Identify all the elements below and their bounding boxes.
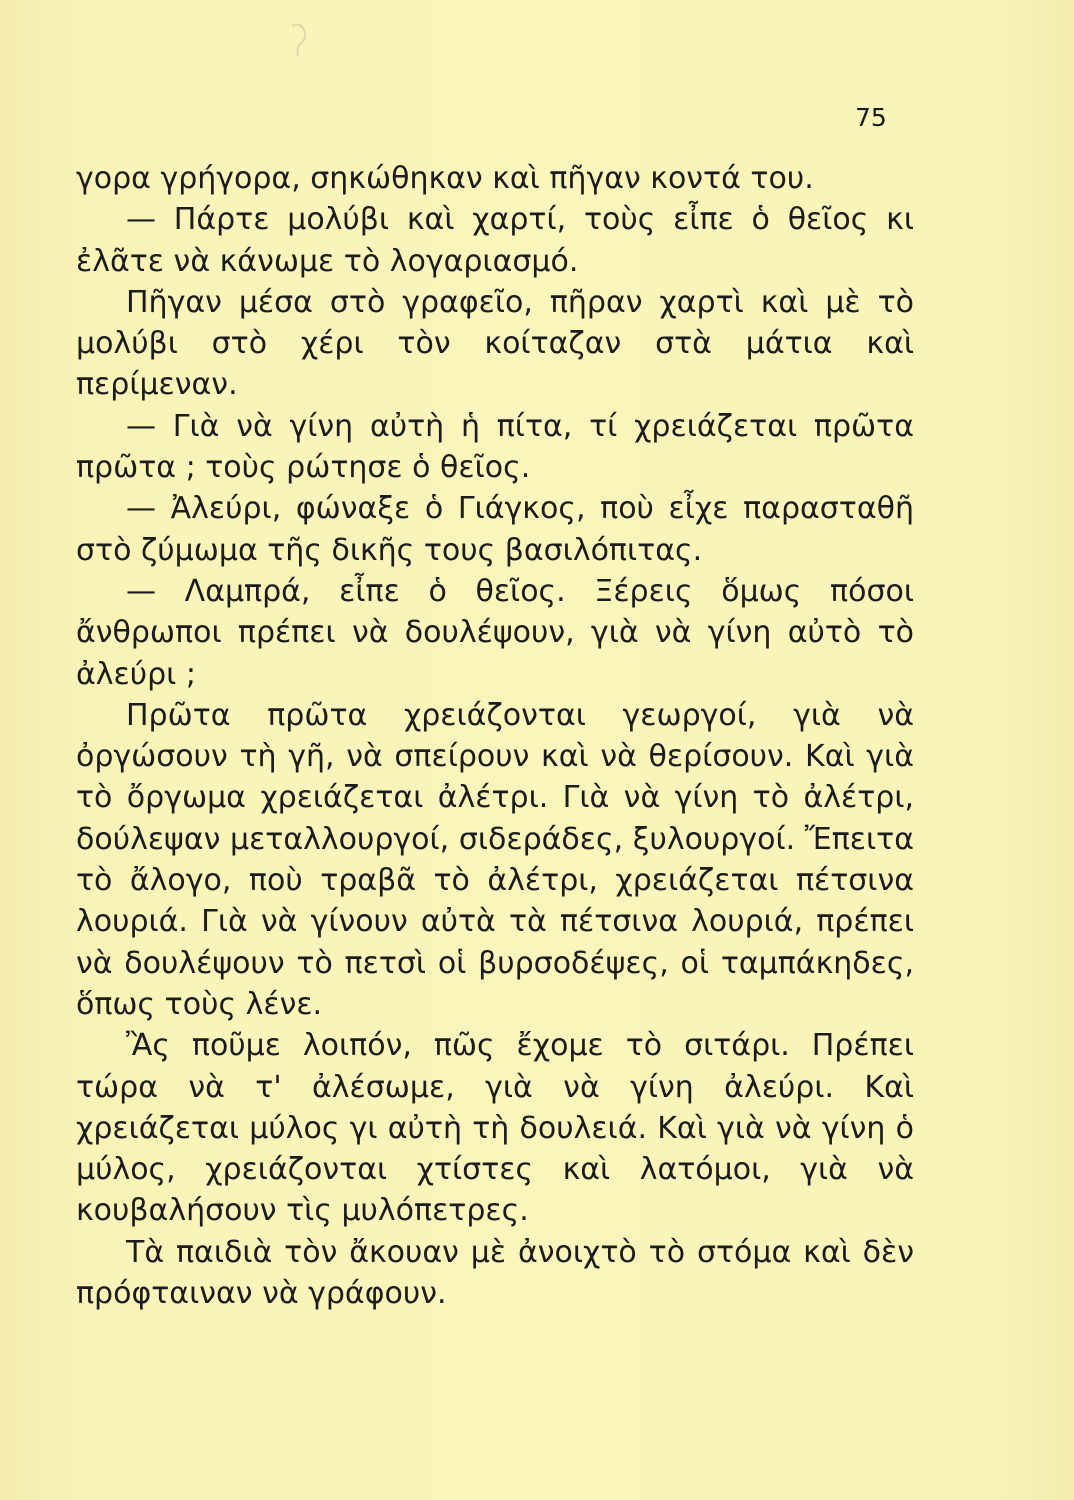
- paragraph-dialogue: — Γιὰ νὰ γίνη αὐτὴ ἡ πίτα, τί χρειάζεται πρῶτα πρῶτα ; τοὺς ρώτησε ὁ θεῖος.: [76, 408, 914, 486]
- paragraph: Ἂς ποῦμε λοιπόν, πῶς ἔχομε τὸ σιτάρι. Πρέπει τώρα νὰ τ' ἀλέσωμε, γιὰ νὰ γίνη ἀλεύρι. Καὶ χρειάζεται μύλος γι αὐτὴ τὴ δουλειά. Καὶ γιὰ νὰ γίνη ὁ μύλος, χρειάζονται χτίστες καὶ λατόμοι, γιὰ νὰ κουβαλήσουν τὶς μυλόπετρες.: [76, 1028, 914, 1229]
- body-text: [76, 158, 914, 1314]
- paragraph-dialogue: — Πάρτε μολύβι καὶ χαρτί, τοὺς εἶπε ὁ θεῖος κι ἐλᾶτε νὰ κάνωμε τὸ λογαριασμό.: [76, 202, 914, 279]
- ink-smudge: [286, 22, 312, 62]
- paragraph-dialogue: — Λαμπρά, εἶπε ὁ θεῖος. Ξέρεις ὅμως πόσοι ἄνθρωποι πρέπει νὰ δουλέψουν, γιὰ νὰ γίνη αὐτὸ τὸ ἀλεύρι ;: [76, 573, 914, 692]
- paragraph-dialogue: — Ἀλεύρι, φώναξε ὁ Γιάγκος, ποὺ εἶχε παρασταθῆ στὸ ζύμωμα τῆς δικῆς τους βασιλόπιτας.: [76, 491, 914, 568]
- page-number: 75: [855, 103, 887, 132]
- paragraph: Πρῶτα πρῶτα χρειάζονται γεωργοί, γιὰ νὰ ὀργώσουν τὴ γῆ, νὰ σπείρουν καὶ νὰ θερίσουν. Καὶ γιὰ τὸ ὄργωμα χρειάζεται ἀλέτρι. Γιὰ νὰ γίνη τὸ ἀλέτρι, δούλεψαν μεταλλουργοί, σιδεράδες, ξυλουργοί. Ἔπειτα τὸ ἄλογο, ποὺ τραβᾶ τὸ ἀλέτρι, χρειάζεται πέτσινα λουριά. Γιὰ νὰ γίνουν αὐτὰ τὰ πέτσινα λουριά, πρέπει νὰ δουλέψουν τὸ πετσὶ οἱ βυρσοδέψες, οἱ ταμπάκηδες, ὅπως τοὺς λένε.: [76, 697, 914, 1022]
- paragraph: Πῆγαν μέσα στὸ γραφεῖο, πῆραν χαρτὶ καὶ μὲ τὸ μολύβι στὸ χέρι τὸν κοίταζαν στὰ μάτια καὶ περίμεναν.: [76, 284, 914, 403]
- paragraph-continuation: γορα γρήγορα, σηκώθηκαν καὶ πῆγαν κοντά του.: [76, 161, 814, 196]
- paragraph: Τὰ παιδιὰ τὸν ἄκουαν μὲ ἀνοιχτὸ τὸ στόμα καὶ δὲν πρόφταιναν νὰ γράφουν.: [76, 1234, 914, 1312]
